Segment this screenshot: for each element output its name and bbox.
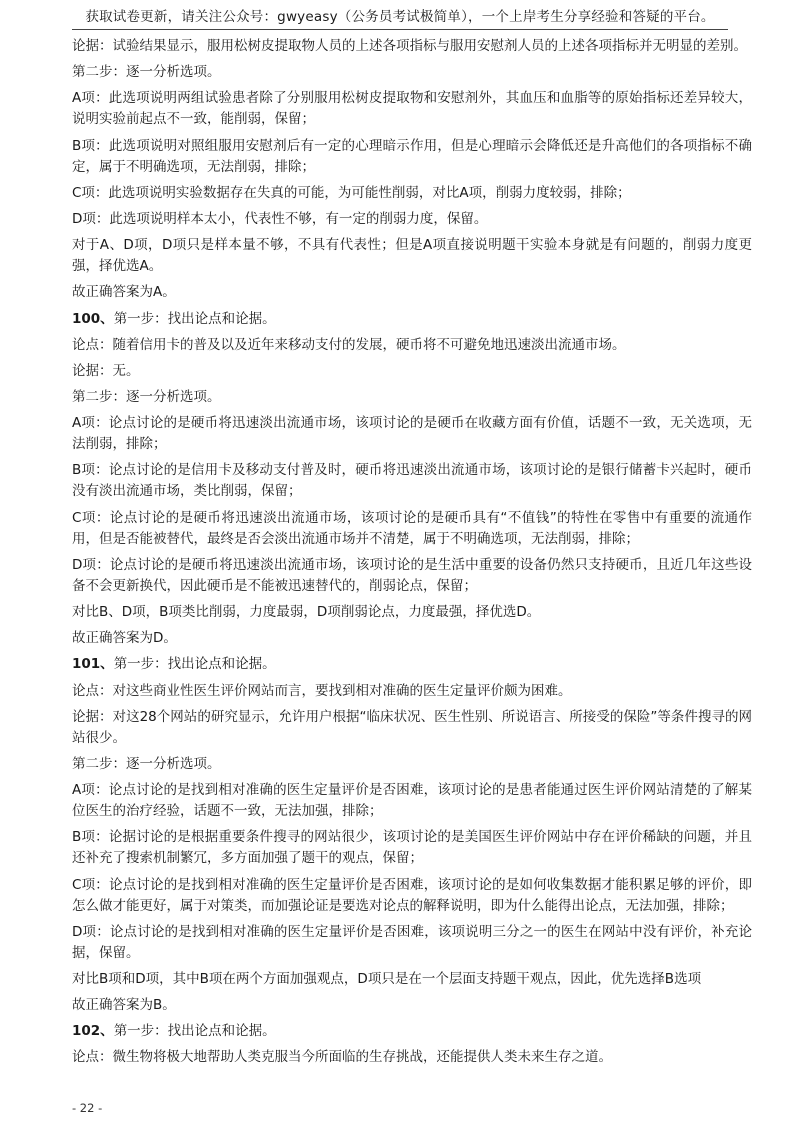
paragraph (72, 209, 752, 230)
question-number: 100、 (72, 310, 114, 327)
paragraph (72, 1021, 752, 1042)
paragraph (72, 508, 752, 550)
paragraph (72, 628, 752, 649)
paragraph (72, 36, 752, 57)
paragraph (72, 995, 752, 1016)
paragraph-text: D项：论点讨论的是硬币将迅速淡出流通市场，该项讨论的是生活中重要的设备仍然只支持硬币，且近几年这些设备不会更新换代，因此硬币是不能被迅速替代的，削弱论点，保留； (72, 556, 752, 594)
paragraph (72, 183, 752, 204)
paragraph (72, 413, 752, 455)
document-body (72, 36, 752, 1074)
paragraph (72, 62, 752, 83)
paragraph-text: 第一步：找出论点和论据。 (113, 310, 276, 327)
paragraph-text: 第一步：找出论点和论据。 (113, 656, 276, 673)
paragraph-text: B项：此选项说明对照组服用安慰剂后有一定的心理暗示作用，但是心理暗示会降低还是升高他们的各项指标不确定，属于不明确选项，无法削弱，排除； (72, 137, 752, 175)
paragraph (72, 707, 752, 749)
paragraph-text: B项：论据讨论的是根据重要条件搜寻的网站很少，该项讨论的是美国医生评价网站中存在评价稀缺的问题，并且还补充了搜索机制繁冗，多方面加强了题干的观点，保留； (72, 829, 752, 867)
paragraph-text: 第二步：逐一分析选项。 (72, 64, 221, 81)
paragraph-text: D项：此选项说明样本太小，代表性不够，有一定的削弱力度，保留。 (72, 210, 488, 227)
paragraph (72, 136, 752, 178)
paragraph (72, 654, 752, 675)
paragraph-text: 论点：对这些商业性医生评价网站而言，要找到相对准确的医生定量评价颇为困难。 (72, 682, 572, 699)
paragraph-text: 论据：无。 (72, 362, 140, 379)
paragraph-text: 论点：微生物将极大地帮助人类克服当今所面临的生存挑战，还能提供人类未来生存之道。 (72, 1049, 612, 1066)
paragraph (72, 361, 752, 382)
paragraph (72, 922, 752, 964)
paragraph-text: A项：论点讨论的是找到相对准确的医生定量评价是否困难，该项讨论的是患者能通过医生评价网站清楚的了解某位医生的治疗经验，话题不一致，无法加强，排除； (72, 782, 752, 820)
page-header: 获取试卷更新，请关注公众号：gwyeasy（公务员考试极简单），一个上岸考生分享经验和答疑的平台。 (85, 9, 715, 25)
paragraph-text: C项：此选项说明实验数据存在失真的可能，为可能性削弱，对比A项，削弱力度较弱，排除； (72, 184, 631, 201)
page-number: - 22 - (72, 1101, 103, 1115)
paragraph (72, 875, 752, 917)
paragraph-text: 故正确答案为A。 (72, 284, 176, 301)
paragraph (72, 602, 752, 623)
paragraph (72, 681, 752, 702)
paragraph-text: D项：论点讨论的是找到相对准确的医生定量评价是否困难，该项说明三分之一的医生在网站中没有评价，补充论据，保留。 (72, 923, 752, 961)
paragraph (72, 780, 752, 822)
paragraph (72, 827, 752, 869)
paragraph (72, 460, 752, 502)
paragraph (72, 235, 752, 277)
paragraph-text: 论据：试验结果显示，服用松树皮提取物人员的上述各项指标与服用安慰剂人员的上述各项指标并无明显的差别。 (72, 38, 747, 54)
paragraph-text: 对于A、D项，D项只是样本量不够，不具有代表性；但是A项直接说明题干实验本身就是有问题的，削弱力度更强，择优选A。 (72, 237, 752, 275)
paragraph (72, 88, 752, 130)
paragraph-text: 对比B项和D项，其中B项在两个方面加强观点，D项只是在一个层面支持题干观点，因此，优先选择B选项 (72, 970, 702, 987)
paragraph-text: 第一步：找出论点和论据。 (113, 1023, 276, 1040)
paragraph-text: 故正确答案为D。 (72, 630, 177, 647)
question-number: 102、 (72, 1023, 114, 1040)
paragraph-text: 第二步：逐一分析选项。 (72, 755, 221, 772)
paragraph-text: C项：论点讨论的是找到相对准确的医生定量评价是否困难，该项讨论的是如何收集数据才能积累足够的评价，即怎么做才能更好，属于对策类，而加强论证是要选对论点的解释说明，即为什么能得出论点，无法加强，排除； (72, 876, 752, 914)
header-divider (72, 29, 728, 30)
paragraph-text: 论据：对这28个网站的研究显示，允许用户根据“临床状况、医生性别、所说语言、所接受的保险”等条件搜寻的网站很少。 (72, 708, 752, 746)
paragraph (72, 1047, 752, 1068)
paragraph (72, 335, 752, 356)
paragraph-text: 故正确答案为B。 (72, 997, 176, 1014)
paragraph (72, 309, 752, 330)
paragraph-text: 第二步：逐一分析选项。 (72, 389, 221, 406)
paragraph (72, 387, 752, 408)
paragraph (72, 555, 752, 597)
paragraph (72, 282, 752, 303)
paragraph-text: A项：论点讨论的是硬币将迅速淡出流通市场，该项讨论的是硬币在收藏方面有价值，话题不一致，无关选项，无法削弱，排除； (72, 415, 752, 453)
paragraph-text: C项：论点讨论的是硬币将迅速淡出流通市场，该项讨论的是硬币具有“不值钱”的特性在零售中有重要的流通作用，但是否能被替代，最终是否会淡出流通市场并不清楚，属于不明确选项，无法削弱，排除； (72, 509, 752, 547)
paragraph-text: 对比B、D项，B项类比削弱，力度最弱，D项削弱论点，力度最强，择优选D。 (72, 604, 541, 620)
paragraph-text: B项：论点讨论的是信用卡及移动支付普及时，硬币将迅速淡出流通市场，该项讨论的是银行储蓄卡兴起时，硬币没有淡出流通市场，类比削弱，保留； (72, 462, 752, 500)
paragraph-text: 论点：随着信用卡的普及以及近年来移动支付的发展，硬币将不可避免地迅速淡出流通市场。 (72, 336, 626, 353)
paragraph (72, 754, 752, 775)
question-number: 101、 (72, 656, 114, 673)
paragraph (72, 969, 752, 990)
paragraph-text: A项：此选项说明两组试验患者除了分别服用松树皮提取物和安慰剂外，其血压和血脂等的原始指标还差异较大，说明实验前起点不一致，能削弱，保留； (72, 90, 752, 128)
